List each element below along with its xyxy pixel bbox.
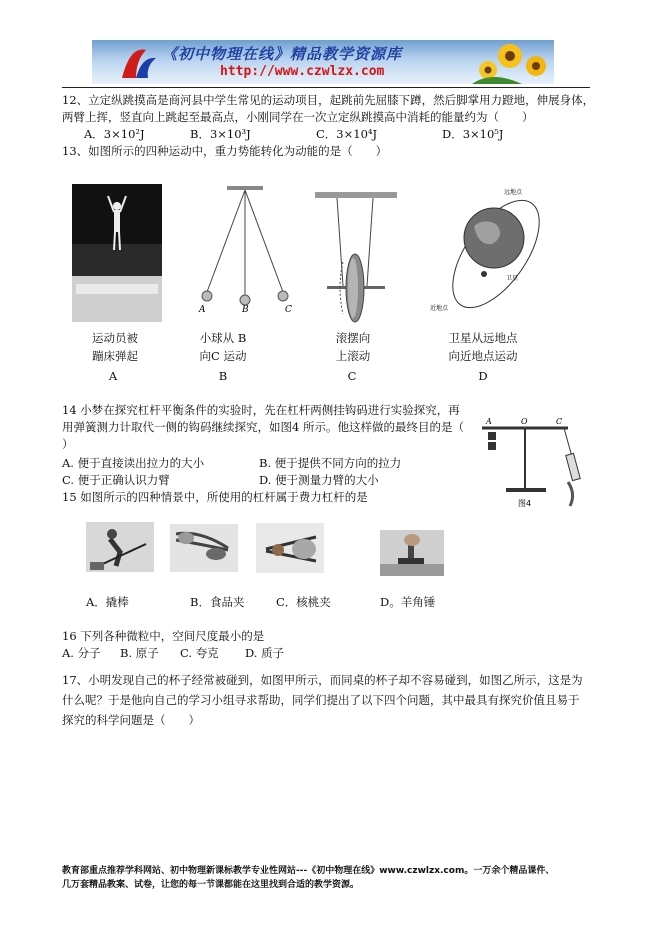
- satellite-near-label: 近地点: [430, 305, 449, 312]
- satellite-far-label: 远地点: [504, 189, 523, 196]
- q12-option-c: C．3×10⁴J: [316, 127, 378, 141]
- q13-b-caption-2: 向C 运动: [199, 349, 247, 363]
- q13-d-caption-2: 向近地点运动: [448, 349, 518, 363]
- q17-line-3: 探究的科学问题是（ ）: [62, 713, 200, 727]
- satellite-orbit-figure: [426, 184, 546, 314]
- trampoline-photo: [72, 184, 162, 322]
- banner-url[interactable]: http://www.czwlzx.com: [220, 64, 385, 79]
- q12-line-2: 两臂上挥，竖直向上跳起至最高点，小刚同学在一次立定纵跳摸高中消耗的能量约为（ ）: [62, 110, 534, 124]
- q16-option-a: A. 分子: [62, 646, 101, 660]
- lever-point-a: A: [486, 417, 492, 426]
- footer-line-1: 教育部重点推荐学科网站、初中物理新课标教学专业性网站---《初中物理在线》www.czwlzx.com。一万余个精品课件、: [62, 866, 555, 876]
- header-banner: [92, 40, 554, 84]
- q13-b-caption-1: 小球从 B: [199, 331, 247, 345]
- pendulum-label-a: A: [199, 305, 206, 314]
- q13-c-caption-1: 滚摆向: [335, 331, 371, 345]
- q16-stem: 16 下列各种微粒中，空间尺度最小的是: [62, 629, 265, 643]
- q13-a-caption-1: 运动员被: [92, 331, 138, 345]
- q15-option-d: D。羊角锤: [380, 595, 436, 609]
- pendulum-label-c: C: [285, 305, 292, 314]
- q12-option-a: A．3×10²J: [84, 127, 145, 141]
- lever-figure-4: [476, 414, 586, 514]
- q14-option-b: B. 便于提供不同方向的拉力: [259, 456, 402, 470]
- food-tongs-photo: [170, 524, 238, 572]
- q14-line-1: 14 小梦在探究杠杆平衡条件的实验时，先在杠杆两侧挂钩码进行实验探究，再: [62, 403, 460, 417]
- q16-option-d: D. 质子: [245, 646, 285, 660]
- q14-line-3: ）: [62, 437, 74, 451]
- q12-line-1: 12、立定纵跳摸高是商河县中学生常见的运动项目，起跳前先屈膝下蹲，然后脚掌用力蹬地，伸展身体，: [62, 93, 595, 107]
- satellite-sat-label: 卫星: [506, 275, 519, 282]
- pendulum-label-b: B: [242, 305, 249, 314]
- q13-d-letter: D: [478, 369, 488, 383]
- header-divider: [62, 87, 590, 88]
- crowbar-photo: [86, 522, 154, 572]
- q13-d-caption-1: 卫星从远地点: [448, 331, 518, 345]
- banner-title: 《初中物理在线》精品教学资源库: [162, 45, 403, 63]
- q15-option-b: B．食品夹: [190, 595, 245, 609]
- lever-point-o: O: [521, 417, 528, 426]
- q17-line-1: 17、小明发现自己的杯子经常被碰到，如图甲所示，而同桌的杯子却不容易碰到，如图乙所示，这是为: [62, 673, 583, 687]
- q14-option-c: C. 便于正确认识力臂: [62, 473, 170, 487]
- q13-stem: 13、如图所示的四种运动中，重力势能转化为动能的是（ ）: [62, 144, 388, 158]
- q14-option-a: A. 便于直接读出拉力的大小: [62, 456, 205, 470]
- q12-option-d: D．3×10⁵J: [442, 127, 504, 141]
- q15-stem: 15 如图所示的四种情景中，所使用的杠杆属于费力杠杆的是: [62, 490, 368, 504]
- q15-option-a: A．撬棒: [86, 595, 129, 609]
- nutcracker-photo: [256, 523, 324, 573]
- q13-a-letter: A: [108, 369, 118, 383]
- pendulum-figure: [195, 184, 295, 314]
- maxwell-wheel-figure: [313, 190, 399, 325]
- q13-a-caption-2: 蹦床弹起: [92, 349, 138, 363]
- q13-c-caption-2: 上滚动: [335, 349, 371, 363]
- q14-line-2: 用弹簧测力计取代一侧的钩码继续探究，如图4 所示。他这样做的最终目的是（: [62, 420, 464, 434]
- footer-line-2: 几万套精品教案、试卷，让您的每一节课都能在这里找到合适的教学资源。: [62, 880, 360, 890]
- q17-line-2: 什么呢？于是他向自己的学习小组寻求帮助，同学们提出了以下四个问题，其中最具有探究价值且易于: [62, 693, 580, 707]
- q14-option-d: D. 便于测量力臂的大小: [259, 473, 379, 487]
- q16-option-c: C. 夸克: [180, 646, 219, 660]
- q12-option-b: B．3×10³J: [190, 127, 251, 141]
- q13-b-letter: B: [218, 369, 228, 383]
- q15-option-c: C．核桃夹: [276, 595, 331, 609]
- figure-4-label: 图4: [518, 499, 532, 508]
- claw-hammer-photo: [380, 530, 444, 576]
- q16-option-b: B. 原子: [120, 646, 159, 660]
- q13-c-letter: C: [347, 369, 357, 383]
- lever-point-c: C: [556, 417, 563, 426]
